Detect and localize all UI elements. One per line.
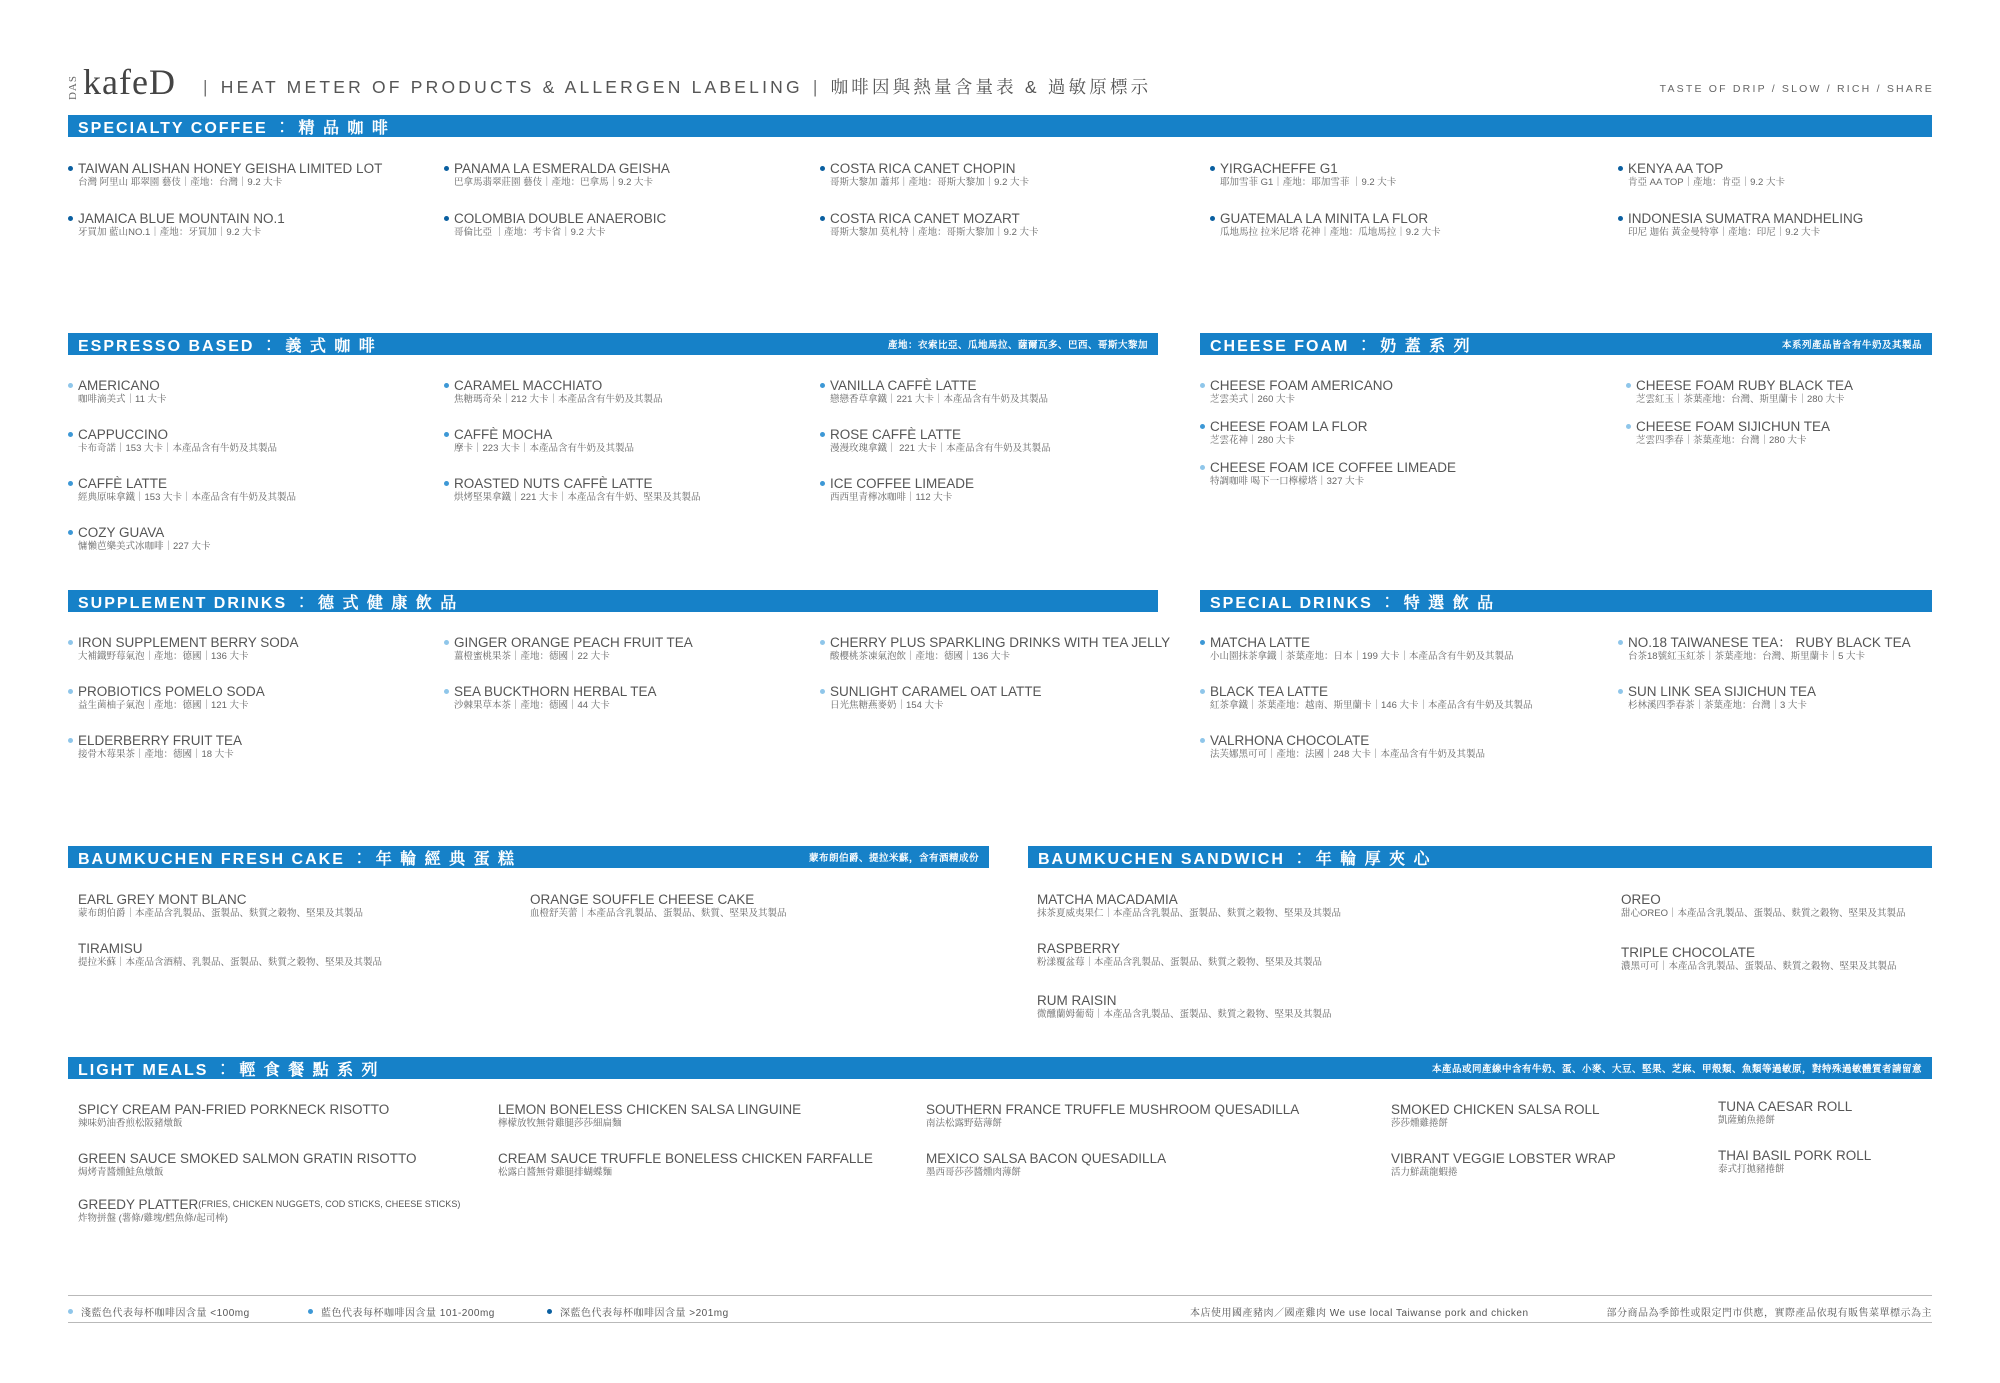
item-desc: 巴拿馬翡翠莊園 藝伎｜產地：巴拿馬｜9.2 大卡: [454, 177, 653, 188]
section-note: 產地：衣索比亞、瓜地馬拉、薩爾瓦多、巴西、哥斯大黎加: [887, 340, 1148, 351]
menu-item: [1391, 1102, 1600, 1130]
menu-item: [68, 427, 277, 455]
item-desc: 耶加雪菲 G1｜產地：耶加雪菲 ｜9.2 大卡: [1220, 177, 1397, 188]
item-name: THAI BASIL PORK ROLL: [1718, 1148, 1872, 1163]
item-name: LEMON BONELESS CHICKEN SALSA LINGUINE: [498, 1102, 802, 1117]
item-desc: 薑橙蜜桃果茶｜產地：德國｜22 大卡: [454, 651, 610, 662]
item-name: JAMAICA BLUE MOUNTAIN NO.1: [78, 211, 285, 226]
footer-rule-bottom: [68, 1322, 1932, 1323]
item-note: (FRIES, CHICKEN NUGGETS, COD STICKS, CHEESE STICKS): [198, 1199, 461, 1209]
item-desc: 小山園抹茶拿鐵｜茶葉產地：日本｜199 大卡｜本產品含有牛奶及其製品: [1210, 651, 1514, 662]
item-name: TUNA CAESAR ROLL: [1718, 1099, 1853, 1114]
title-zh: 咖啡因與熱量含量表 & 過敏原標示: [830, 77, 1152, 97]
menu-item: [1210, 211, 1441, 239]
menu-item: [820, 476, 974, 504]
item-desc: 芝雲花神｜280 大卡: [1210, 435, 1295, 446]
item-name: ROSE CAFFÈ LATTE: [830, 427, 962, 442]
item-name: MATCHA MACADAMIA: [1037, 892, 1178, 907]
legend-light: [68, 1304, 250, 1319]
item-desc: 大補鐵野莓氣泡｜產地：德國｜136 大卡: [78, 651, 249, 662]
menu-item: [1621, 892, 1905, 920]
item-name: AMERICANO: [78, 378, 160, 393]
item-name: CREAM SAUCE TRUFFLE BONELESS CHICKEN FARFALLE: [498, 1151, 873, 1166]
menu-item: [1200, 460, 1456, 488]
caffeine-dot-mid: [1200, 424, 1205, 429]
item-name: CAFFÈ LATTE: [78, 476, 168, 491]
item-desc: 卡布奇諾｜153 大卡｜本產品含有牛奶及其製品: [78, 443, 277, 454]
item-name: NO.18 TAIWANESE TEA： RUBY BLACK TEA: [1628, 635, 1911, 650]
item-desc: 烘烤堅果拿鐵｜221 大卡｜本產品含有牛奶、堅果及其製品: [454, 492, 701, 503]
item-desc: 台灣 阿里山 耶翠園 藝伎｜產地：台灣｜9.2 大卡: [78, 177, 283, 188]
menu-item: [1626, 378, 1853, 406]
brand-logo: [68, 60, 176, 100]
caffeine-dot-dark: [1210, 166, 1215, 171]
item-name: VIBRANT VEGGIE LOBSTER WRAP: [1391, 1151, 1616, 1166]
item-desc: 微醺蘭姆葡萄｜本產品含乳製品、蛋製品、麩質之穀物、堅果及其製品: [1037, 1009, 1332, 1020]
item-name: BLACK TEA LATTE: [1210, 684, 1329, 699]
menu-item: [444, 427, 634, 455]
item-name: IRON SUPPLEMENT BERRY SODA: [78, 635, 299, 650]
item-name: COLOMBIA DOUBLE ANAEROBIC: [454, 211, 667, 226]
caffeine-dot-dark: [820, 166, 825, 171]
menu-item: [1626, 419, 1830, 447]
item-name: CAPPUCCINO: [78, 427, 169, 442]
item-name: ELDERBERRY FRUIT TEA: [78, 733, 243, 748]
item-name: ROASTED NUTS CAFFÈ LATTE: [454, 476, 653, 491]
menu-item: [68, 378, 167, 406]
item-name: PANAMA LA ESMERALDA GEISHA: [454, 161, 670, 176]
item-desc: 凱薩鮪魚捲餅: [1718, 1115, 1776, 1126]
menu-item: [1618, 635, 1911, 663]
section-title: BAUMKUCHEN SANDWICH ︰ 年 輪 厚 夾 心: [1038, 850, 1432, 868]
menu-item: [68, 476, 296, 504]
item-desc: 西西里青檸冰咖啡｜112 大卡: [830, 492, 953, 503]
item-desc: 益生菌柚子氣泡｜產地：德國｜121 大卡: [78, 700, 249, 711]
item-name: OREO: [1621, 892, 1661, 907]
section-bar-cheese-foam: [1200, 333, 1932, 355]
caffeine-dot-light: [1618, 640, 1623, 645]
item-desc: 摩卡｜223 大卡｜本產品含有牛奶及其製品: [454, 443, 634, 454]
menu-item: [1037, 993, 1332, 1021]
item-name: INDONESIA SUMATRA MANDHELING: [1628, 211, 1864, 226]
item-name: SUNLIGHT CARAMEL OAT LATTE: [830, 684, 1042, 699]
item-desc: 牙買加 藍山NO.1｜產地：牙買加｜9.2 大卡: [78, 227, 262, 238]
menu-item: [444, 635, 693, 663]
menu-item: [820, 427, 1051, 455]
item-name: CHEESE FOAM AMERICANO: [1210, 378, 1394, 393]
item-desc: 濃黑可可｜本產品含乳製品、蛋製品、麩質之穀物、堅果及其製品: [1621, 961, 1897, 972]
section-title: BAUMKUCHEN FRESH CAKE ︰ 年 輪 經 典 蛋 糕: [78, 850, 517, 868]
item-name: SUN LINK SEA SIJICHUN TEA: [1628, 684, 1817, 699]
caffeine-dot-light: [1618, 689, 1623, 694]
item-name: ORANGE SOUFFLE CHEESE CAKE: [530, 892, 755, 907]
caffeine-dot-mid: [68, 432, 73, 437]
item-desc: 杉林溪四季春茶｜茶葉產地：台灣｜3 大卡: [1628, 700, 1807, 711]
menu-item: [1037, 892, 1341, 920]
menu-item: [444, 378, 663, 406]
item-desc: 經典原味拿鐵｜153 大卡｜本產品含有牛奶及其製品: [78, 492, 296, 503]
item-desc: 戀戀香草拿鐵｜221 大卡｜本產品含有牛奶及其製品: [830, 394, 1048, 405]
item-name: COSTA RICA CANET MOZART: [830, 211, 1020, 226]
menu-item: [820, 211, 1039, 239]
item-desc: 檸檬放牧無骨雞腿莎莎細扁麵: [498, 1118, 622, 1129]
item-desc: 酸櫻桃茶凍氣泡飲｜產地：德國｜136 大卡: [830, 651, 1010, 662]
caffeine-dot-light: [1200, 738, 1205, 743]
item-name: SOUTHERN FRANCE TRUFFLE MUSHROOM QUESADILLA: [926, 1102, 1300, 1117]
item-name: GINGER ORANGE PEACH FRUIT TEA: [454, 635, 693, 650]
item-name: CHEESE FOAM RUBY BLACK TEA: [1636, 378, 1854, 393]
menu-item: [1621, 945, 1897, 973]
caffeine-dot-dark: [1618, 216, 1623, 221]
section-note: 本系列產品皆含有牛奶及其製品: [1781, 340, 1922, 351]
item-name: VANILLA CAFFÈ LATTE: [830, 378, 977, 393]
item-name: CHEESE FOAM LA FLOR: [1210, 419, 1368, 434]
menu-item: [1210, 161, 1396, 189]
caffeine-dot-dark: [444, 166, 449, 171]
item-name: PROBIOTICS POMELO SODA: [78, 684, 265, 699]
item-desc: 泰式打拋豬捲餅: [1718, 1164, 1785, 1175]
item-desc: 莎莎燻雞捲餅: [1391, 1118, 1449, 1129]
item-name: TAIWAN ALISHAN HONEY GEISHA LIMITED LOT: [78, 161, 383, 176]
caffeine-dot-dark: [547, 1309, 552, 1314]
menu-item: [1391, 1151, 1616, 1179]
item-desc: 炸物拼盤 (薯條/雞塊/鱈魚條/起司棒): [78, 1213, 228, 1224]
section-bar-light-meals: [68, 1057, 1932, 1079]
item-desc: 蒙布朗伯爵｜本產品含乳製品、蛋製品、麩質之穀物、堅果及其製品: [78, 908, 364, 919]
caffeine-dot-dark: [68, 166, 73, 171]
item-name: CARAMEL MACCHIATO: [454, 378, 603, 393]
menu-item: [68, 684, 265, 712]
caffeine-dot-light: [1626, 383, 1631, 388]
item-name: GREEN SAUCE SMOKED SALMON GRATIN RISOTTO: [78, 1151, 417, 1166]
caffeine-dot-light: [1200, 689, 1205, 694]
section-bar-supplement: [68, 590, 1158, 612]
section-title: CHEESE FOAM ︰ 奶 蓋 系 列: [1210, 337, 1472, 355]
menu-item: [820, 378, 1048, 406]
item-desc: 法芙娜黑可可｜產地：法國｜248 大卡｜本產品含有牛奶及其製品: [1210, 749, 1485, 760]
item-desc: 墨西哥莎莎醬燻肉薄餅: [926, 1167, 1022, 1178]
title-separator: |: [203, 77, 211, 97]
menu-item: [444, 211, 666, 239]
item-desc: 血橙舒芙蕾｜本產品含乳製品、蛋製品、麩質、堅果及其製品: [530, 908, 787, 919]
caffeine-dot-light: [444, 640, 449, 645]
item-desc: 粉漾覆盆莓｜本產品含乳製品、蛋製品、麩質之穀物、堅果及其製品: [1037, 957, 1323, 968]
tagline: TASTE OF DRIP / SLOW / RICH / SHARE: [1659, 83, 1934, 95]
menu-item: [444, 161, 670, 189]
menu-item: [1200, 419, 1368, 447]
menu-item: [78, 1151, 417, 1179]
item-desc: 哥斯大黎加 莫札特｜產地：哥斯大黎加｜9.2 大卡: [830, 227, 1039, 238]
menu-item: [68, 211, 285, 239]
item-desc: 辣味奶油香煎松阪豬燉飯: [78, 1118, 183, 1129]
caffeine-dot-light: [68, 689, 73, 694]
item-name: SPICY CREAM PAN-FRIED PORKNECK RISOTTO: [78, 1102, 390, 1117]
section-bar-specialty: [68, 115, 1932, 137]
item-name: YIRGACHEFFE G1: [1220, 161, 1338, 176]
caffeine-dot-light: [68, 1309, 73, 1314]
item-name: CHERRY PLUS SPARKLING DRINKS WITH TEA JELLY: [830, 635, 1171, 650]
brand-name: kafeD: [83, 62, 176, 102]
menu-item: [926, 1151, 1166, 1179]
menu-item: [68, 161, 382, 189]
section-note: 蒙布朗伯爵、提拉米蘇，含有酒精成份: [808, 853, 979, 864]
item-name: CHEESE FOAM SIJICHUN TEA: [1636, 419, 1831, 434]
legend-text: 淺藍色代表每杯咖啡因含量 <100mg: [81, 1308, 250, 1319]
caffeine-dot-dark: [68, 216, 73, 221]
footer-note-meat: 本店使用國產豬肉／國產雞肉 We use local Taiwanse pork and chicken: [1190, 1308, 1529, 1319]
menu-item: [68, 525, 211, 553]
menu-item: [1200, 733, 1485, 761]
menu-item: [498, 1151, 873, 1179]
caffeine-dot-mid: [68, 530, 73, 535]
item-desc: 提拉米蘇｜本產品含酒精、乳製品、蛋製品、麩質之穀物、堅果及其製品: [78, 957, 383, 968]
section-bar-special: [1200, 590, 1932, 612]
caffeine-dot-dark: [444, 216, 449, 221]
item-name: MATCHA LATTE: [1210, 635, 1311, 650]
menu-item: [926, 1102, 1299, 1130]
caffeine-dot-light: [1200, 465, 1205, 470]
title-separator: |: [812, 77, 821, 97]
item-name: MEXICO SALSA BACON QUESADILLA: [926, 1151, 1167, 1166]
menu-item: [444, 684, 657, 712]
caffeine-dot-mid: [68, 481, 73, 486]
caffeine-dot-mid: [820, 432, 825, 437]
caffeine-dot-light: [68, 640, 73, 645]
item-desc: 哥倫比亞 ｜產地：考卡省｜9.2 大卡: [454, 227, 606, 238]
footer-rule-top: [68, 1295, 1932, 1296]
menu-item: [1718, 1148, 1871, 1176]
item-desc: 甜心OREO｜本產品含乳製品、蛋製品、麩質之穀物、堅果及其製品: [1621, 908, 1906, 919]
item-desc: 漫漫玫瑰拿鐵｜ 221 大卡｜本產品含有牛奶及其製品: [830, 443, 1051, 454]
caffeine-dot-mid: [444, 383, 449, 388]
item-desc: 焗烤青醬燻鮭魚燉飯: [78, 1167, 164, 1178]
caffeine-dot-light: [68, 738, 73, 743]
menu-item: [1200, 635, 1514, 663]
legend-mid: [308, 1304, 495, 1319]
item-desc: 瓜地馬拉 拉米尼塔 花神｜產地：瓜地馬拉｜9.2 大卡: [1220, 227, 1441, 238]
item-desc: 慵懶芭樂美式冰咖啡｜227 大卡: [78, 541, 211, 552]
menu-item: [498, 1102, 801, 1130]
item-desc: 焦糖瑪奇朵｜212 大卡｜本產品含有牛奶及其製品: [454, 394, 663, 405]
menu-item: [1718, 1099, 1852, 1127]
item-desc: 咖啡滴美式｜11 大卡: [78, 394, 167, 405]
caffeine-dot-mid: [444, 481, 449, 486]
item-desc: 特調咖啡 喝下一口檸檬塔｜327 大卡: [1210, 476, 1365, 487]
item-desc: 紅茶拿鐵｜茶葉產地：越南、斯里蘭卡｜146 大卡｜本產品含有牛奶及其製品: [1210, 700, 1533, 711]
menu-item: [1618, 211, 1863, 239]
section-bar-baumkuchen-sandwich: [1028, 846, 1932, 868]
item-desc: 抹茶夏威夷果仁｜本產品含乳製品、蛋製品、麩質之穀物、堅果及其製品: [1037, 908, 1342, 919]
menu-item: [1037, 941, 1322, 969]
caffeine-dot-light: [820, 689, 825, 694]
item-name: GUATEMALA LA MINITA LA FLOR: [1220, 211, 1429, 226]
caffeine-dot-light: [1626, 424, 1631, 429]
menu-item: [78, 1197, 460, 1225]
item-name: KENYA AA TOP: [1628, 161, 1724, 176]
menu-item: [444, 476, 701, 504]
caffeine-dot-light: [820, 640, 825, 645]
item-name: ICE COFFEE LIMEADE: [830, 476, 975, 491]
item-name: COZY GUAVA: [78, 525, 165, 540]
legend-dark: [547, 1304, 729, 1319]
caffeine-dot-dark: [820, 216, 825, 221]
menu-item: [820, 635, 1170, 663]
item-desc: 哥斯大黎加 蕭邦｜產地：哥斯大黎加｜9.2 大卡: [830, 177, 1029, 188]
caffeine-dot-dark: [1618, 166, 1623, 171]
menu-item: [1618, 161, 1785, 189]
section-title: LIGHT MEALS ︰ 輕 食 餐 點 系 列: [78, 1061, 380, 1079]
item-name: COSTA RICA CANET CHOPIN: [830, 161, 1016, 176]
item-name: SMOKED CHICKEN SALSA ROLL: [1391, 1102, 1600, 1117]
caffeine-dot-light: [68, 383, 73, 388]
item-name: RUM RAISIN: [1037, 993, 1117, 1008]
menu-item: [530, 892, 787, 920]
caffeine-dot-mid: [1200, 640, 1205, 645]
item-desc: 肯亞 AA TOP｜產地：肯亞｜9.2 大卡: [1628, 177, 1785, 188]
menu-item: [78, 941, 382, 969]
legend-text: 深藍色代表每杯咖啡因含量 >201mg: [560, 1308, 729, 1319]
page-title: [193, 74, 1151, 99]
menu-item: [68, 635, 299, 663]
item-desc: 芝雲美式｜260 大卡: [1210, 394, 1295, 405]
menu-item: [1618, 684, 1816, 712]
item-name: CAFFÈ MOCHA: [454, 427, 553, 442]
menu-item: [78, 892, 363, 920]
menu-item: [820, 161, 1029, 189]
menu-item: [78, 1102, 389, 1130]
menu-item: [1200, 684, 1533, 712]
item-desc: 活力鮮蔬龍蝦捲: [1391, 1167, 1458, 1178]
caffeine-dot-mid: [820, 481, 825, 486]
item-name: TRIPLE CHOCOLATE: [1621, 945, 1756, 960]
item-desc: 台茶18號紅玉紅茶｜茶葉產地：台灣、斯里蘭卡｜5 大卡: [1628, 651, 1865, 662]
section-title: ESPRESSO BASED ︰ 義 式 咖 啡: [78, 337, 377, 355]
caffeine-dot-dark: [1210, 216, 1215, 221]
section-bar-espresso: [68, 333, 1158, 355]
item-desc: 南法松露野菇薄餅: [926, 1118, 1003, 1129]
item-name: TIRAMISU: [78, 941, 143, 956]
item-desc: 接骨木莓果茶｜產地：德國｜18 大卡: [78, 749, 234, 760]
section-note: 本產品或同產線中含有牛奶、蛋、小麥、大豆、堅果、芝麻、甲殼類、魚類等過敏原，對特殊過敏體質者請留意: [1431, 1064, 1922, 1075]
caffeine-dot-mid: [444, 432, 449, 437]
legend-text: 藍色代表每杯咖啡因含量 101-200mg: [321, 1308, 495, 1319]
item-name: EARL GREY MONT BLANC: [78, 892, 247, 907]
section-bar-baumkuchen-cake: [68, 846, 989, 868]
caffeine-dot-light: [1200, 383, 1205, 388]
caffeine-dot-mid: [308, 1309, 313, 1314]
section-title: SPECIALTY COFFEE ︰ 精 品 咖 啡: [78, 119, 390, 137]
section-title: SPECIAL DRINKS ︰ 特 選 飲 品: [1210, 594, 1496, 612]
menu-item: [820, 684, 1042, 712]
caffeine-dot-mid: [820, 383, 825, 388]
menu-item: [68, 733, 242, 761]
item-desc: 松露白醬無骨雞腿排蝴蝶麵: [498, 1167, 613, 1178]
item-name: SEA BUCKTHORN HERBAL TEA: [454, 684, 657, 699]
item-desc: 芝雲紅玉｜茶葉產地：台灣、斯里蘭卡｜280 大卡: [1636, 394, 1845, 405]
item-name: CHEESE FOAM ICE COFFEE LIMEADE: [1210, 460, 1457, 475]
item-desc: 日光焦糖燕麥奶｜154 大卡: [830, 700, 944, 711]
item-name: VALRHONA CHOCOLATE: [1210, 733, 1370, 748]
item-name: GREEDY PLATTER: [78, 1197, 199, 1212]
menu-item: [1200, 378, 1393, 406]
section-title: SUPPLEMENT DRINKS ︰ 德 式 健 康 飲 品: [78, 594, 459, 612]
item-name: RASPBERRY: [1037, 941, 1121, 956]
item-desc: 沙棘果草本茶｜產地：德國｜44 大卡: [454, 700, 610, 711]
title-en: HEAT METER OF PRODUCTS & ALLERGEN LABELING: [220, 77, 803, 97]
brand-das: DAS: [67, 74, 79, 100]
item-desc: 芝雲四季春｜茶葉產地：台灣｜280 大卡: [1636, 435, 1807, 446]
caffeine-dot-light: [444, 689, 449, 694]
item-desc: 印尼 迦佑 黃金曼特寧｜產地：印尼｜9.2 大卡: [1628, 227, 1821, 238]
footer-note-season: 部分商品為季節性或限定門市供應，實際產品依現有販售菜單標示為主: [1606, 1308, 1932, 1319]
